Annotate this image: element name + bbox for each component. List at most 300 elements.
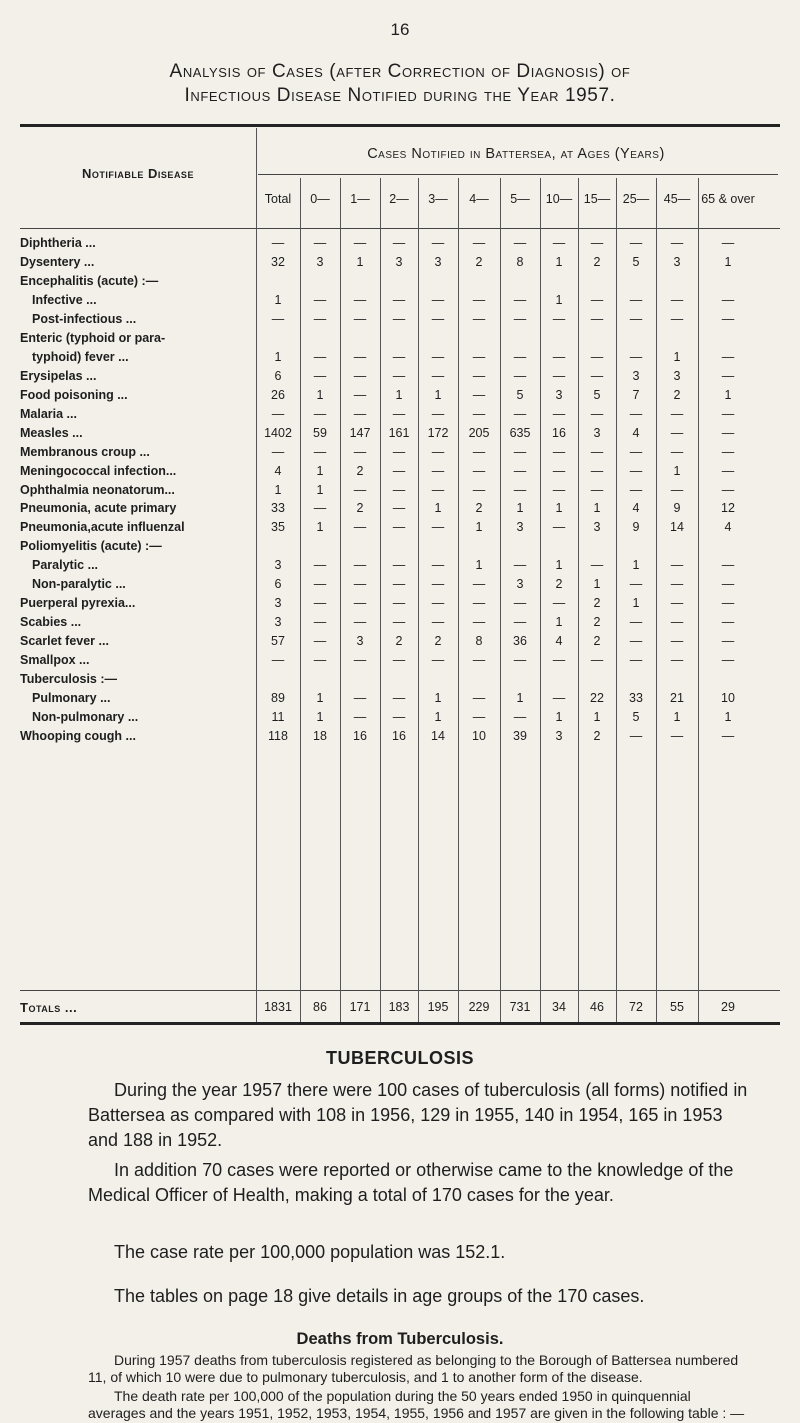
table-cell: 4: [555, 634, 563, 649]
table-cell: —: [513, 368, 527, 383]
table-cell: —: [353, 236, 367, 250]
table-cell: —: [721, 729, 735, 744]
table-cell: 33: [629, 691, 643, 706]
table-cell: 22: [590, 691, 604, 706]
table-cell: —: [353, 596, 367, 611]
table-cell: —: [472, 368, 486, 383]
disease-name: Pneumonia,acute influenzal: [20, 520, 185, 535]
table-cell: —: [670, 406, 684, 421]
table-cell: —: [513, 406, 527, 421]
disease-name: Post-infectious ...: [32, 311, 137, 326]
table-cell: —: [590, 368, 604, 383]
table-cell: —: [721, 463, 735, 478]
table-cell: —: [590, 292, 604, 307]
tb-paragraph-3: The case rate per 100,000 population was 152.1.: [114, 1242, 506, 1262]
table-row: [20, 483, 780, 500]
table-cell: —: [472, 596, 486, 611]
disease-name: Pulmonary ...: [32, 691, 111, 706]
table-cell: —: [721, 236, 735, 250]
table-cell: —: [271, 236, 285, 250]
table-cell: —: [472, 292, 486, 307]
table-cell: —: [313, 236, 327, 250]
table-cell: —: [552, 311, 566, 326]
table-cell: —: [629, 729, 643, 744]
table-cell: 9: [673, 501, 681, 516]
totals-cell: 34: [552, 1000, 566, 1014]
table-cell: —: [721, 444, 735, 459]
table-cell: 2: [356, 501, 364, 516]
table-cell: 1: [555, 292, 563, 307]
table-cell: —: [629, 653, 643, 668]
table-cell: 59: [313, 425, 327, 440]
table-cell: 4: [274, 463, 282, 478]
table-cell: —: [271, 311, 285, 326]
table-cell: —: [472, 653, 486, 668]
table-cell: 1: [724, 387, 732, 402]
table-cell: —: [629, 236, 643, 250]
table-cell: —: [670, 596, 684, 611]
table-cell: —: [392, 292, 406, 307]
table-cell: —: [313, 653, 327, 668]
totals-cell: 86: [313, 1000, 327, 1014]
table-row: [20, 577, 780, 594]
table-cell: —: [472, 349, 486, 364]
table-cell: 5: [516, 387, 524, 402]
disease-name: Scarlet fever ...: [20, 634, 109, 649]
table-cell: —: [513, 292, 527, 307]
totals-cell: 1831: [264, 1000, 292, 1014]
table-cell: —: [670, 615, 684, 630]
table-cell: 635: [509, 425, 531, 440]
table-cell: 3: [434, 254, 442, 269]
disease-name: Encephalitis (acute) :—: [20, 273, 159, 288]
table-row: [20, 558, 780, 575]
table-cell: —: [392, 463, 406, 478]
table-cell: —: [431, 292, 445, 307]
table-cell: —: [392, 596, 406, 611]
table-row: [20, 369, 780, 386]
table-cell: 1: [316, 482, 324, 497]
table-cell: —: [721, 558, 735, 573]
table-cell: —: [472, 311, 486, 326]
table-cell: 1: [555, 501, 563, 516]
table-cell: 14: [670, 520, 684, 535]
table-cell: 5: [593, 387, 601, 402]
table-cell: 3: [593, 520, 601, 535]
table-cell: 1: [316, 710, 324, 725]
table-cell: 3: [316, 254, 324, 269]
disease-name: Meningococcal infection...: [20, 463, 177, 478]
disease-column-header: Notifiable Disease: [82, 166, 194, 181]
table-cell: 1: [316, 520, 324, 535]
disease-name: Measles ...: [20, 425, 83, 440]
table-cell: 2: [593, 596, 601, 611]
table-cell: —: [392, 558, 406, 573]
table-cell: 1: [274, 292, 282, 307]
table-cell: 89: [271, 691, 285, 706]
table-cell: —: [353, 368, 367, 383]
table-cell: —: [590, 349, 604, 364]
table-cell: —: [513, 653, 527, 668]
table-cell: 3: [673, 254, 681, 269]
table-cell: —: [670, 558, 684, 573]
table-row: [20, 501, 780, 518]
table-cell: —: [431, 615, 445, 630]
table-cell: —: [353, 444, 367, 459]
table-cell: —: [721, 368, 735, 383]
table-cell: 2: [475, 254, 483, 269]
table-cell: —: [721, 311, 735, 326]
table-row: [20, 653, 780, 670]
table-cell: —: [472, 444, 486, 459]
table-cell: 16: [353, 729, 367, 744]
disease-name: Puerperal pyrexia...: [20, 596, 136, 611]
age-group-header: Cases Notified in Battersea, at Ages (Years): [367, 146, 665, 162]
table-cell: —: [431, 311, 445, 326]
table-cell: 2: [593, 634, 601, 649]
table-cell: 1: [632, 558, 640, 573]
table-cell: 3: [274, 615, 282, 630]
table-cell: —: [472, 406, 486, 421]
table-cell: —: [513, 236, 527, 250]
disease-name: Diphtheria ...: [20, 236, 96, 250]
table-cell: —: [629, 482, 643, 497]
table-cell: —: [552, 520, 566, 535]
table-cell: 3: [555, 387, 563, 402]
table-row: [20, 388, 780, 405]
table-cell: —: [313, 596, 327, 611]
table-top-rule: [20, 124, 780, 127]
column-header: 2—: [389, 192, 409, 206]
table-cell: 2: [475, 501, 483, 516]
table-cell: —: [552, 406, 566, 421]
table-cell: —: [629, 406, 643, 421]
disease-name: Smallpox ...: [20, 653, 90, 668]
table-cell: —: [313, 444, 327, 459]
table-row: [20, 672, 780, 689]
table-cell: 1: [434, 691, 442, 706]
column-header: 45—: [663, 192, 691, 206]
table-cell: 1: [516, 691, 524, 706]
table-cell: 33: [271, 501, 285, 516]
table-cell: —: [392, 368, 406, 383]
tb-paragraph-1: During the year 1957 there were 100 cases of tuberculosis (all forms) notified in Battersea as compared with 108 in 1956, 129 in 1955, 140 in 1954, 165 in 1953 and 188 in 1952.: [88, 1080, 748, 1150]
table-cell: —: [590, 558, 604, 573]
table-cell: —: [590, 444, 604, 459]
table-cell: 1: [593, 710, 601, 725]
table-cell: 6: [274, 577, 282, 592]
table-cell: —: [472, 577, 486, 592]
table-cell: 5: [632, 710, 640, 725]
table-cell: 2: [593, 254, 601, 269]
table-row: [20, 350, 780, 367]
table-row: [20, 634, 780, 651]
totals-top-rule: [20, 990, 780, 991]
table-cell: 3: [356, 634, 364, 649]
table-cell: —: [513, 710, 527, 725]
table-cell: —: [313, 634, 327, 649]
totals-cell: 55: [670, 1000, 684, 1014]
table-cell: —: [313, 292, 327, 307]
table-row: [20, 293, 780, 310]
table-cell: —: [629, 634, 643, 649]
table-cell: 1: [395, 387, 403, 402]
disease-name: Infective ...: [32, 292, 97, 307]
table-cell: 1: [673, 349, 681, 364]
tb-paragraph-4: The tables on page 18 give details in age groups of the 170 cases.: [114, 1286, 645, 1306]
table-cell: 39: [513, 729, 527, 744]
table-cell: 7: [632, 387, 640, 402]
table-title: [40, 60, 760, 108]
table-cell: 1: [555, 615, 563, 630]
table-cell: 1: [593, 501, 601, 516]
column-header: 0—: [310, 192, 330, 206]
column-header: 3—: [428, 192, 448, 206]
table-row: [20, 520, 780, 537]
table-cell: 3: [555, 729, 563, 744]
table-cell: —: [431, 653, 445, 668]
table-cell: —: [472, 236, 486, 250]
table-cell: 3: [593, 425, 601, 440]
table-cell: —: [431, 463, 445, 478]
table-cell: —: [552, 596, 566, 611]
totals-cell: 171: [349, 1000, 371, 1014]
column-header: 5—: [510, 192, 530, 206]
table-row: [20, 312, 780, 329]
table-cell: —: [721, 425, 735, 440]
table-cell: —: [353, 349, 367, 364]
table-cell: —: [590, 482, 604, 497]
disease-name: Tuberculosis :—: [20, 672, 118, 687]
disease-name: Membranous croup ...: [20, 444, 150, 459]
disease-name: Erysipelas ...: [20, 368, 97, 383]
table-cell: —: [431, 520, 445, 535]
table-cell: —: [552, 368, 566, 383]
totals-cell: 29: [721, 1000, 735, 1014]
table-cell: —: [472, 482, 486, 497]
disease-name: Non-pulmonary ...: [32, 710, 139, 725]
table-cell: 9: [632, 520, 640, 535]
table-cell: 1: [316, 463, 324, 478]
table-cell: —: [513, 596, 527, 611]
table-cell: —: [670, 311, 684, 326]
table-cell: 1: [434, 387, 442, 402]
column-header: 10—: [545, 192, 573, 206]
disease-name: Paralytic ...: [32, 558, 99, 573]
table-bottom-rule: [20, 1022, 780, 1025]
table-cell: —: [513, 615, 527, 630]
table-cell: —: [353, 311, 367, 326]
table-row: [20, 274, 780, 291]
table-cell: —: [721, 482, 735, 497]
table-cell: 161: [388, 425, 410, 440]
table-cell: —: [431, 577, 445, 592]
table-cell: —: [513, 482, 527, 497]
tb-paragraph-6: The death rate per 100,000 of the population during the 50 years ended 1950 in quinquennial averages and the years 1951, 1952, 1953, 1954, 1955, 1956 and 1957 are given in the following table : —: [88, 1388, 745, 1421]
table-cell: —: [721, 406, 735, 421]
table-cell: —: [670, 236, 684, 250]
table-cell: 1: [593, 577, 601, 592]
table-cell: 8: [475, 634, 483, 649]
table-cell: —: [313, 577, 327, 592]
table-cell: 3: [632, 368, 640, 383]
disease-name: Scabies ...: [20, 615, 82, 630]
table-cell: 2: [673, 387, 681, 402]
table-cell: —: [513, 349, 527, 364]
table-cell: —: [552, 691, 566, 706]
table-cell: —: [353, 558, 367, 573]
table-title-line-1: Analysis of Cases (after Correction of Diagnosis) of: [169, 61, 631, 82]
table-cell: 35: [271, 520, 285, 535]
table-cell: —: [472, 463, 486, 478]
table-cell: 6: [274, 368, 282, 383]
totals-label: Totals ...: [20, 1000, 78, 1015]
table-cell: 1: [673, 463, 681, 478]
table-cell: —: [670, 653, 684, 668]
totals-cell: 731: [509, 1000, 531, 1014]
table-cell: 5: [632, 254, 640, 269]
table-cell: 1: [516, 501, 524, 516]
disease-name: Whooping cough ...: [20, 729, 136, 744]
table-cell: —: [590, 653, 604, 668]
table-cell: 1: [356, 254, 364, 269]
table-cell: —: [392, 349, 406, 364]
table-cell: —: [353, 406, 367, 421]
table-cell: 2: [395, 634, 403, 649]
table-cell: 11: [271, 710, 285, 725]
column-header: 1—: [350, 192, 370, 206]
table-cell: —: [721, 653, 735, 668]
table-row: [20, 407, 780, 424]
column-header: Total: [264, 192, 292, 206]
disease-name: Pneumonia, acute primary: [20, 501, 177, 516]
table-cell: 16: [552, 425, 566, 440]
table-cell: —: [392, 577, 406, 592]
table-cell: 1: [555, 710, 563, 725]
totals-cell: 183: [388, 1000, 410, 1014]
table-cell: —: [629, 292, 643, 307]
table-cell: —: [670, 482, 684, 497]
table-cell: —: [392, 653, 406, 668]
table-cell: —: [552, 444, 566, 459]
table-cell: —: [513, 311, 527, 326]
totals-cell: 72: [629, 1000, 643, 1014]
table-cell: 3: [274, 596, 282, 611]
table-cell: —: [353, 615, 367, 630]
deaths-heading: Deaths from Tuberculosis.: [296, 1330, 504, 1348]
table-cell: —: [431, 482, 445, 497]
table-cell: —: [513, 444, 527, 459]
table-cell: —: [721, 292, 735, 307]
table-cell: —: [313, 349, 327, 364]
disease-name: typhoid) fever ...: [32, 349, 129, 364]
table-cell: 4: [724, 520, 732, 535]
table-cell: —: [392, 236, 406, 250]
column-header: 15—: [583, 192, 611, 206]
table-cell: —: [629, 615, 643, 630]
disease-name: Poliomyelitis (acute) :—: [20, 539, 162, 554]
table-cell: —: [392, 311, 406, 326]
table-cell: —: [431, 596, 445, 611]
disease-name: Ophthalmia neonatorum...: [20, 482, 175, 497]
table-cell: 14: [431, 729, 445, 744]
table-cell: —: [629, 463, 643, 478]
table-row: [20, 255, 780, 272]
tb-paragraph-2: In addition 70 cases were reported or otherwise came to the knowledge of the Medical Officer of Health, making a total of 170 cases for the year.: [88, 1160, 734, 1205]
table-cell: —: [431, 558, 445, 573]
table-cell: 3: [395, 254, 403, 269]
table-cell: —: [353, 520, 367, 535]
table-cell: —: [552, 463, 566, 478]
table-cell: —: [472, 691, 486, 706]
table-cell: 1: [475, 558, 483, 573]
column-header: 4—: [469, 192, 489, 206]
table-cell: —: [353, 482, 367, 497]
tuberculosis-heading: TUBERCULOSIS: [325, 1048, 474, 1068]
table-title-line-2: Infectious Disease Notified during the Year 1957.: [184, 85, 616, 106]
table-cell: —: [271, 653, 285, 668]
table-cell: —: [670, 634, 684, 649]
table-cell: 3: [516, 520, 524, 535]
table-cell: —: [271, 444, 285, 459]
table-cell: —: [721, 615, 735, 630]
table-cell: —: [721, 634, 735, 649]
table-cell: —: [392, 406, 406, 421]
table-cell: 3: [516, 577, 524, 592]
table-row: [20, 729, 780, 746]
table-cell: 1: [475, 520, 483, 535]
table-row: [20, 691, 780, 708]
totals-cell: 229: [468, 1000, 490, 1014]
table-cell: —: [313, 406, 327, 421]
tb-paragraph-5: During 1957 deaths from tuberculosis registered as belonging to the Borough of Battersea numbered 11, of which 10 were due to pulmonary tuberculosis, and 1 to another form of the disease.: [88, 1352, 739, 1385]
table-cell: —: [670, 425, 684, 440]
table-cell: —: [313, 311, 327, 326]
table-cell: —: [629, 349, 643, 364]
page-number: 16: [390, 20, 410, 39]
table-cell: —: [353, 653, 367, 668]
table-cell: —: [629, 311, 643, 326]
table-cell: 1: [274, 349, 282, 364]
totals-cell: 46: [590, 1000, 604, 1014]
column-header: 65 & over: [701, 192, 755, 206]
table-cell: 2: [593, 729, 601, 744]
table-cell: —: [353, 710, 367, 725]
table-cell: 1402: [264, 425, 292, 440]
table-cell: 36: [513, 634, 527, 649]
table-cell: 8: [516, 254, 524, 269]
table-cell: —: [353, 577, 367, 592]
table-cell: —: [552, 349, 566, 364]
table-cell: —: [392, 710, 406, 725]
table-cell: —: [513, 558, 527, 573]
table-row: [20, 615, 780, 632]
table-cell: 21: [670, 691, 684, 706]
table-cell: 1: [673, 710, 681, 725]
table-cell: 1: [724, 254, 732, 269]
table-cell: —: [271, 406, 285, 421]
table-cell: 10: [472, 729, 486, 744]
table-cell: 1: [555, 558, 563, 573]
table-cell: —: [721, 577, 735, 592]
table-cell: 1: [724, 710, 732, 725]
table-cell: —: [431, 368, 445, 383]
table-cell: —: [472, 387, 486, 402]
table-cell: 1: [316, 691, 324, 706]
table-row: [20, 710, 780, 727]
table-cell: —: [721, 596, 735, 611]
disease-name: Enteric (typhoid or para-: [20, 330, 166, 345]
